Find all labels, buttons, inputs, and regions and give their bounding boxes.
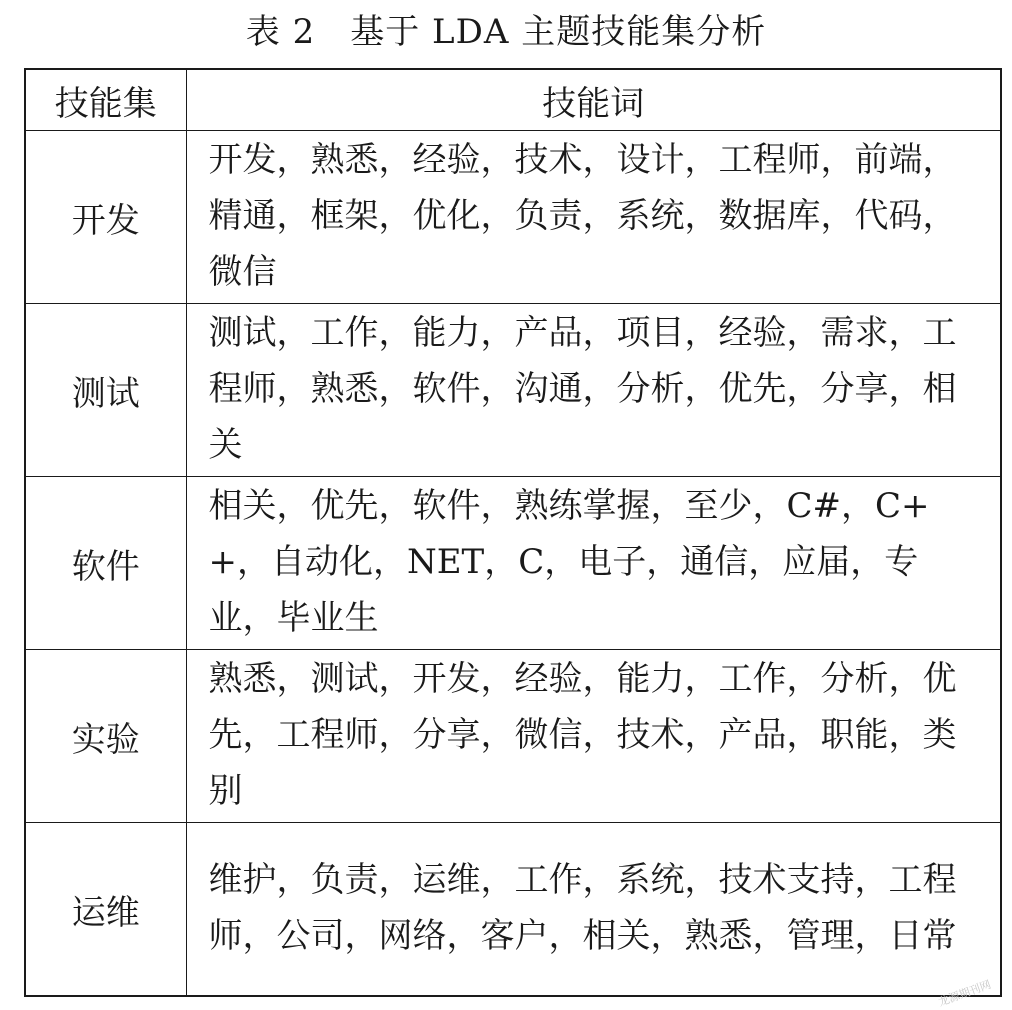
table-row: [25, 477, 1001, 650]
watermark: 龙源期刊网: [936, 977, 993, 1009]
table-row: [25, 304, 1001, 477]
skill-words-cell: 测试，工作，能力，产品，项目，经验，需求，工程师，熟悉，软件，沟通，分析，优先，分享，相关: [186, 304, 1001, 477]
skill-set-table: [24, 68, 1002, 997]
skill-set-cell: 软件: [25, 477, 186, 650]
skill-words-cell: 相关，优先，软件，熟练掌握，至少，C#，C++，自动化，NET，C，电子，通信，应届，专业，毕业生: [186, 477, 1001, 650]
skill-words-cell: 开发，熟悉，经验，技术，设计，工程师，前端，精通，框架，优化，负责，系统，数据库，代码，微信: [186, 131, 1001, 304]
table-row: [25, 131, 1001, 304]
header-skill-words: 技能词: [186, 69, 1001, 131]
skill-words-cell: 维护，负责，运维，工作，系统，技术支持，工程师，公司，网络，客户，相关，熟悉，管理，日常: [186, 823, 1001, 997]
skill-set-cell: 测试: [25, 304, 186, 477]
table-caption: 表 2 基于 LDA 主题技能集分析: [245, 12, 767, 52]
skill-set-cell: 开发: [25, 131, 186, 304]
table-header-row: [25, 69, 1001, 131]
skill-set-cell: 运维: [25, 823, 186, 997]
table-row: [25, 823, 1001, 997]
table-row: [25, 650, 1001, 823]
skill-set-cell: 实验: [25, 650, 186, 823]
header-skill-set: 技能集: [25, 69, 186, 131]
skill-words-cell: 熟悉，测试，开发，经验，能力，工作，分析，优先，工程师，分享，微信，技术，产品，职能，类别: [186, 650, 1001, 823]
